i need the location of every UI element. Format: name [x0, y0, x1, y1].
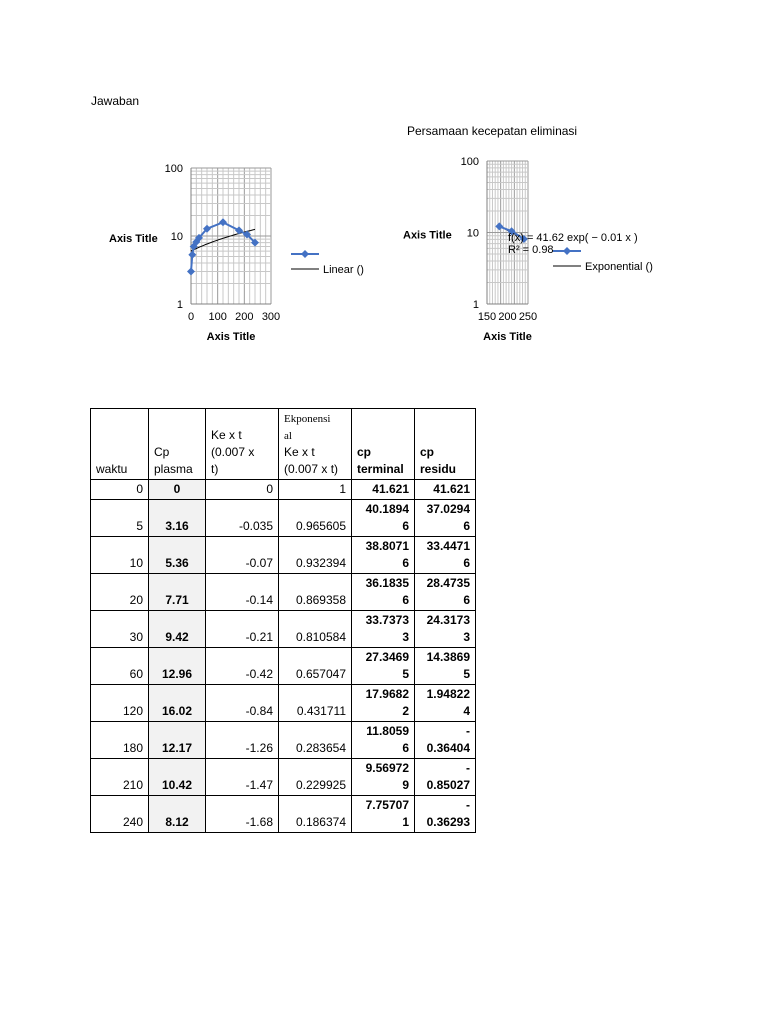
y-tick-label: 100 [164, 163, 183, 175]
cell-eksponensial: 0.657047 [279, 648, 352, 685]
cell-cp-terminal: 7.75707 1 [352, 796, 415, 833]
cell-eksponensial: 0.810584 [279, 611, 352, 648]
chart-elimination-rate [398, 148, 688, 353]
table-row [91, 722, 476, 759]
cell-cp-residu: 14.3869 5 [415, 648, 476, 685]
legend-series-marker [563, 247, 571, 255]
cell-cp-terminal: 9.56972 9 [352, 759, 415, 796]
table-header-row [91, 409, 476, 480]
y-axis-title: Axis Title [403, 229, 452, 242]
cell-ke: -0.07 [206, 537, 279, 574]
cell-waktu: 180 [91, 722, 149, 759]
y-tick-label: 10 [466, 227, 479, 240]
header-waktu: waktu [91, 409, 149, 480]
cell-cp-terminal: 27.3469 5 [352, 648, 415, 685]
cell-cp-plasma: 12.17 [149, 722, 206, 759]
x-axis-title: Axis Title [206, 331, 256, 343]
table-row [91, 685, 476, 722]
data-point [495, 222, 503, 230]
cell-cp-plasma: 8.12 [149, 796, 206, 833]
x-tick-label: 200 [235, 311, 254, 323]
table-row [91, 537, 476, 574]
cell-cp-plasma: 12.96 [149, 648, 206, 685]
cell-cp-terminal: 11.8059 6 [352, 722, 415, 759]
cell-cp-terminal: 41.621 [352, 480, 415, 500]
table-row [91, 480, 476, 500]
cell-eksponensial: 0.229925 [279, 759, 352, 796]
cell-waktu: 120 [91, 685, 149, 722]
page-heading: Jawaban [91, 94, 140, 108]
cell-cp-terminal: 33.7373 3 [352, 611, 415, 648]
cell-cp-plasma: 3.16 [149, 500, 206, 537]
x-tick-label: 150 [477, 311, 497, 323]
chart2-title: Persamaan kecepatan eliminasi [407, 124, 578, 138]
cell-waktu: 240 [91, 796, 149, 833]
cell-waktu: 60 [91, 648, 149, 685]
cell-ke: -1.26 [206, 722, 279, 759]
cell-waktu: 210 [91, 759, 149, 796]
cell-cp-residu: 33.4471 6 [415, 537, 476, 574]
header-ke: Ke x t (0.007 x t) [206, 409, 279, 480]
data-table [90, 408, 476, 833]
x-tick-label: 100 [208, 311, 227, 323]
x-tick-label: 250 [518, 311, 538, 323]
chart-plasma-concentration [100, 155, 390, 355]
x-axis-title: Axis Title [483, 331, 532, 343]
cell-cp-residu: - 0.36404 [415, 722, 476, 759]
data-point [188, 251, 196, 259]
cell-ke: -0.84 [206, 685, 279, 722]
trend-equation: f(x) = 41.62 exp( − 0.01 x ) [508, 232, 638, 244]
cell-eksponensial: 0.869358 [279, 574, 352, 611]
y-tick-label: 10 [170, 231, 183, 243]
table-row [91, 611, 476, 648]
y-axis-title: Axis Title [109, 233, 158, 245]
header-eksponensial: Ekponensi al Ke x t (0.007 x t) [279, 409, 352, 480]
cell-eksponensial: 0.965605 [279, 500, 352, 537]
cell-cp-plasma: 5.36 [149, 537, 206, 574]
table-row [91, 500, 476, 537]
cell-cp-terminal: 36.1835 6 [352, 574, 415, 611]
header-cp-terminal: cp terminal [352, 409, 415, 480]
cell-eksponensial: 0.932394 [279, 537, 352, 574]
x-tick-label: 200 [498, 311, 517, 323]
cell-eksponensial: 1 [279, 480, 352, 500]
cell-cp-residu: 37.0294 6 [415, 500, 476, 537]
cell-cp-residu: 24.3173 3 [415, 611, 476, 648]
cell-cp-residu: - 0.85027 [415, 759, 476, 796]
cell-cp-residu: - 0.36293 [415, 796, 476, 833]
cell-ke: -0.21 [206, 611, 279, 648]
cell-ke: -0.42 [206, 648, 279, 685]
cell-waktu: 5 [91, 500, 149, 537]
x-tick-label: 300 [261, 311, 281, 323]
cell-cp-residu: 28.4735 6 [415, 574, 476, 611]
header-cp-plasma: Cp plasma [149, 409, 206, 480]
cell-ke: -1.68 [206, 796, 279, 833]
cell-cp-plasma: 0 [149, 480, 206, 500]
legend-trend-label: Exponential () [585, 261, 653, 273]
table-row [91, 796, 476, 833]
cell-cp-residu: 1.94822 4 [415, 685, 476, 722]
table-row [91, 574, 476, 611]
cell-cp-terminal: 38.8071 6 [352, 537, 415, 574]
trend-r-squared: R² = 0.98 [508, 244, 554, 256]
cell-ke: -1.47 [206, 759, 279, 796]
cell-ke: 0 [206, 480, 279, 500]
cell-cp-terminal: 17.9682 2 [352, 685, 415, 722]
y-tick-label: 1 [472, 299, 479, 311]
cell-waktu: 10 [91, 537, 149, 574]
cell-eksponensial: 0.186374 [279, 796, 352, 833]
legend-series-marker [301, 250, 309, 258]
cell-ke: -0.14 [206, 574, 279, 611]
cell-waktu: 0 [91, 480, 149, 500]
cell-eksponensial: 0.283654 [279, 722, 352, 759]
header-cp-residu: cp residu [415, 409, 476, 480]
cell-waktu: 20 [91, 574, 149, 611]
cell-ke: -0.035 [206, 500, 279, 537]
table-row [91, 648, 476, 685]
y-tick-label: 1 [176, 299, 183, 311]
cell-cp-plasma: 16.02 [149, 685, 206, 722]
data-point [187, 268, 195, 276]
legend-trend-label: Linear () [323, 264, 364, 276]
cell-cp-plasma: 10.42 [149, 759, 206, 796]
data-point [219, 218, 227, 226]
cell-cp-plasma: 9.42 [149, 611, 206, 648]
cell-eksponensial: 0.431711 [279, 685, 352, 722]
table-row [91, 759, 476, 796]
cell-waktu: 30 [91, 611, 149, 648]
cell-cp-plasma: 7.71 [149, 574, 206, 611]
x-tick-label: 0 [187, 311, 195, 323]
y-tick-label: 100 [460, 156, 479, 168]
cell-cp-terminal: 40.1894 6 [352, 500, 415, 537]
cell-cp-residu: 41.621 [415, 480, 476, 500]
